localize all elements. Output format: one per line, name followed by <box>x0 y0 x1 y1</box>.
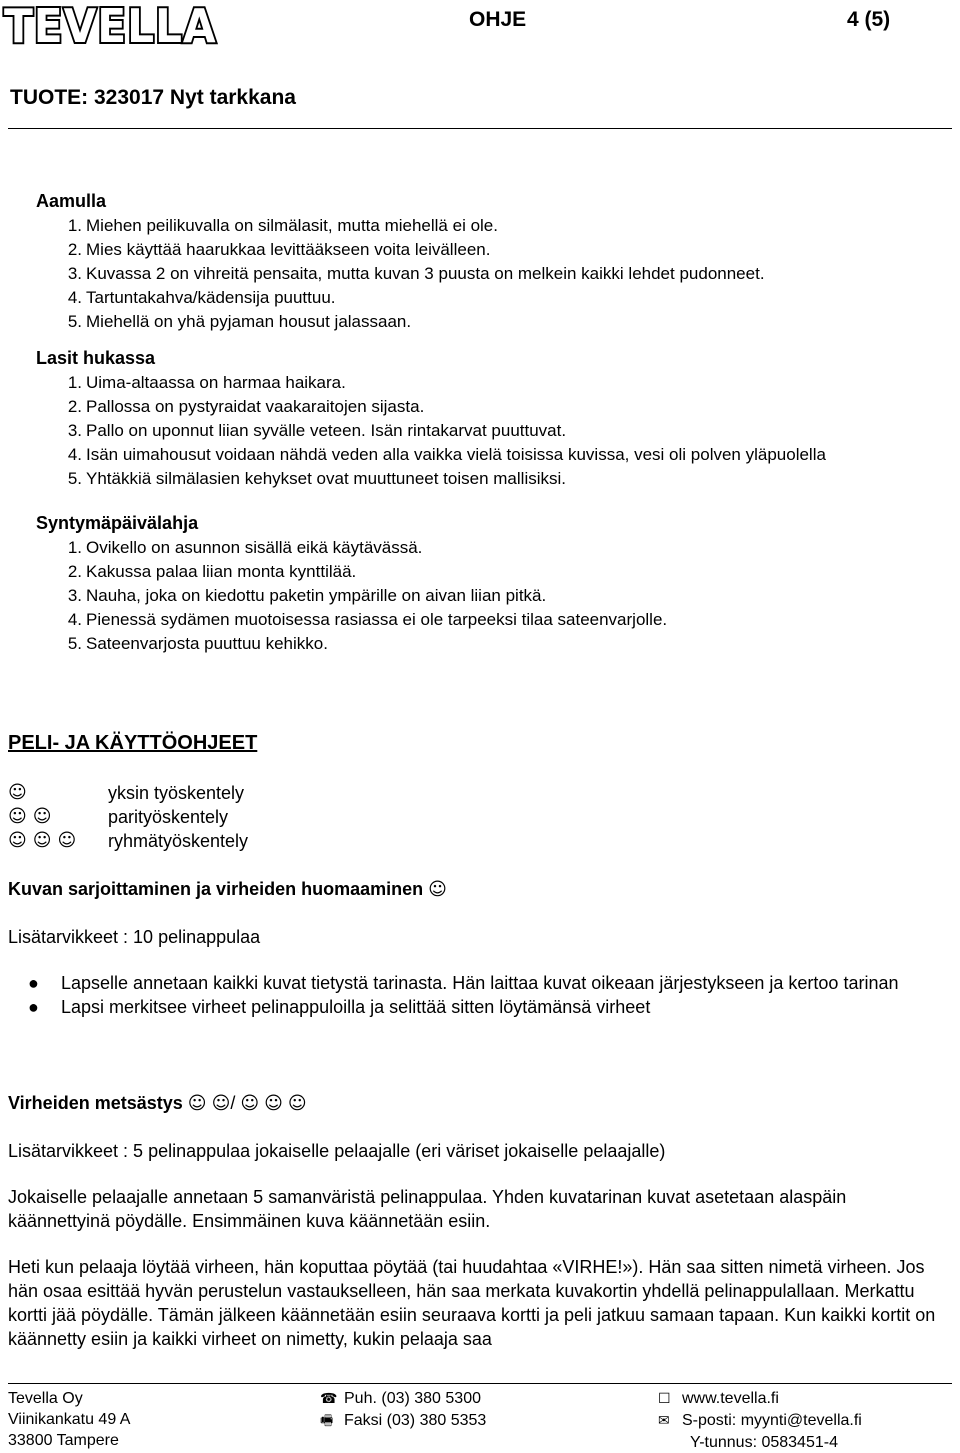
list-item <box>36 632 946 656</box>
page-number: 4 (5) <box>847 8 891 31</box>
list-item <box>36 536 946 560</box>
mode-label: yksin työskentely <box>108 783 245 803</box>
bullet-item <box>28 995 958 1019</box>
smiley-icon: ☺ <box>428 879 447 900</box>
bullet-text: Lapselle annetaan kaikki kuvat tietystä tarinasta. Hän laittaa kuvat oikeaan järjestykseen ja kertoo tarinan <box>61 973 899 993</box>
footer-contact <box>320 1388 486 1432</box>
phone-number: Puh. (03) 380 5300 <box>344 1390 481 1407</box>
error-list <box>36 371 946 491</box>
mode-solo <box>8 781 244 805</box>
list-item <box>36 371 946 395</box>
list-item <box>36 467 946 491</box>
bullet-item <box>28 971 958 995</box>
header-divider <box>8 128 952 129</box>
item-number: 5. <box>67 312 82 331</box>
list-item <box>36 238 946 262</box>
game2-paragraph-2: Heti kun pelaaja löytää virheen, hän koputtaa pöytää (tai huudahtaa «VIRHE!»). Hän saa sitten nimetä virheen. Jos hän osaa esittää hyvän perustelun vastaukselleen, hän saa merkata kuvakortin yhdellä pelinappulallaan. Merkattu kortti jää pöydälle. Tämän jälkeen käännetään esiin seuraava kortti ja peli jatkuu samaan tapaan. Kun kaikki kortit on käännetty esiin ja kaikki virheet on nimetty, kukin pelaaja saa <box>8 1257 936 1349</box>
item-text: Sateenvarjosta puuttuu kehikko. <box>86 634 328 653</box>
logo-text: TEVELLA <box>4 0 217 53</box>
mode-pair <box>8 805 228 829</box>
item-text: Kuvassa 2 on vihreitä pensaita, mutta kuvan 3 puusta on melkein kaikki lehdet pudonneet. <box>86 264 765 283</box>
item-text: Uima-altaassa on harmaa haikara. <box>86 373 346 392</box>
document-title: OHJE <box>469 8 527 31</box>
list-item <box>36 584 946 608</box>
item-number: 3. <box>67 264 82 283</box>
list-item <box>36 262 946 286</box>
company-name: Tevella Oy <box>8 1390 83 1407</box>
section-syntymapaivalahja <box>36 511 946 656</box>
item-text: Mies käyttää haarukkaa levittääkseen voita leivälleen. <box>86 240 491 259</box>
game2-accessories: Lisätarvikkeet : 5 pelinappulaa jokaiselle pelaajalle (eri väriset jokaiselle pelaajalle) <box>8 1141 666 1161</box>
mode-group <box>8 829 248 853</box>
item-number: 1. <box>67 538 82 557</box>
smiley-icon: ☺ <box>32 830 52 851</box>
email-icon: ✉ <box>658 1413 670 1429</box>
item-text: Pienessä sydämen muotoisessa rasiassa ei ole tarpeeksi tilaa sateenvarjolle. <box>86 610 668 629</box>
smiley-icon: ☺ <box>287 1093 307 1114</box>
item-text: Tartuntakahva/kädensija puuttuu. <box>86 288 336 307</box>
smiley-icon: ☺ <box>57 830 77 851</box>
website-link[interactable]: www.tevella.fi <box>682 1390 779 1407</box>
section-aamulla <box>36 189 946 334</box>
business-id: Y-tunnus: 0583451-4 <box>690 1434 838 1451</box>
smiley-icon: ☺ <box>8 782 27 803</box>
list-item <box>36 395 946 419</box>
bullet-text: Lapsi merkitsee virheet pelinappuloilla ja selittää sitten löytämänsä virheet <box>61 997 651 1017</box>
error-lists <box>36 189 946 656</box>
item-text: Kakussa palaa liian monta kynttilää. <box>86 562 357 581</box>
footer-online <box>658 1388 862 1453</box>
game1-bullets <box>28 971 958 1019</box>
item-number: 5. <box>67 634 82 653</box>
item-number: 5. <box>67 469 82 488</box>
email-link[interactable]: S-posti: myynti@tevella.fi <box>682 1412 862 1429</box>
error-list <box>36 214 946 334</box>
list-item <box>36 560 946 584</box>
city-address: 33800 Tampere <box>8 1432 119 1449</box>
item-number: 4. <box>67 445 82 464</box>
section-title: Lasit hukassa <box>36 348 156 368</box>
list-item <box>36 214 946 238</box>
bullet-icon: ● <box>28 973 39 993</box>
fax-number: Faksi (03) 380 5353 <box>344 1412 487 1429</box>
item-number: 4. <box>67 288 82 307</box>
game1-title-row <box>8 877 447 902</box>
fax-icon: 🖷 <box>320 1413 334 1429</box>
game1-accessories: Lisätarvikkeet : 10 pelinappulaa <box>8 927 261 947</box>
item-number: 2. <box>67 562 82 581</box>
section-lasit-hukassa <box>36 346 946 491</box>
item-text: Miehellä on yhä pyjaman housut jalassaan. <box>86 312 412 331</box>
footer-address <box>8 1388 130 1451</box>
item-text: Yhtäkkiä silmälasien kehykset ovat muuttuneet toisen mallisiksi. <box>86 469 566 488</box>
mode-label: parityöskentely <box>108 807 229 827</box>
smiley-icon: ☺ <box>211 1093 231 1114</box>
smiley-icon: ☺ <box>32 806 52 827</box>
instructions-heading: PELI- JA KÄYTTÖOHJEET <box>8 732 258 754</box>
item-number: 1. <box>67 373 82 392</box>
item-text: Ovikello on asunnon sisällä eikä käytävässä. <box>86 538 423 557</box>
item-text: Miehen peilikuvalla on silmälasit, mutta miehellä ei ole. <box>86 216 498 235</box>
section-title: Aamulla <box>36 191 107 211</box>
item-number: 2. <box>67 240 82 259</box>
list-item <box>36 286 946 310</box>
error-list <box>36 536 946 656</box>
item-number: 1. <box>67 216 82 235</box>
smiley-icon: ☺ <box>187 1093 207 1114</box>
footer-divider <box>8 1383 952 1384</box>
company-logo <box>4 0 218 52</box>
section-title: Syntymäpäivälahja <box>36 513 199 533</box>
item-number: 4. <box>67 610 82 629</box>
smiley-icon: ☺ <box>264 1093 283 1114</box>
web-icon: ☐ <box>658 1391 671 1407</box>
list-item <box>36 608 946 632</box>
street-address: Viinikankatu 49 A <box>8 1411 131 1428</box>
list-item <box>36 443 946 467</box>
game1-title: Kuvan sarjoittaminen ja virheiden huomaaminen <box>8 879 424 899</box>
mode-label: ryhmätyöskentely <box>108 831 249 851</box>
item-text: Pallo on uponnut liian syvälle veteen. Isän rintakarvat puuttuvat. <box>86 421 567 440</box>
game2-title: Virheiden metsästys <box>8 1093 183 1113</box>
item-number: 3. <box>67 586 82 605</box>
smiley-icon: ☺ <box>8 830 27 851</box>
product-title: TUOTE: 323017 Nyt tarkkana <box>10 86 296 109</box>
game2-title-row <box>8 1091 307 1116</box>
item-text: Pallossa on pystyraidat vaakaraitojen sijasta. <box>86 397 425 416</box>
game2-paragraph-1: Jokaiselle pelaajalle annetaan 5 samanväristä pelinappulaa. Yhden kuvatarinan kuvat asetetaan alaspäin käännettyinä pöydälle. Ensimmäinen kuva käännetään esiin. <box>8 1187 847 1231</box>
bullet-icon: ● <box>28 997 39 1017</box>
item-text: Nauha, joka on kiedottu paketin ympärille on aivan liian pitkä. <box>86 586 547 605</box>
item-text: Isän uimahousut voidaan nähdä veden alla vaikka vielä toisissa kuvissa, vesi oli polven yläpuolella <box>86 445 826 464</box>
smiley-icon: ☺ <box>240 1093 260 1114</box>
smiley-icon: ☺ <box>8 806 27 827</box>
phone-icon: ☎ <box>320 1391 338 1407</box>
list-item <box>36 310 946 334</box>
list-item <box>36 419 946 443</box>
item-number: 2. <box>67 397 82 416</box>
item-number: 3. <box>67 421 82 440</box>
separator-slash: / <box>230 1093 236 1113</box>
